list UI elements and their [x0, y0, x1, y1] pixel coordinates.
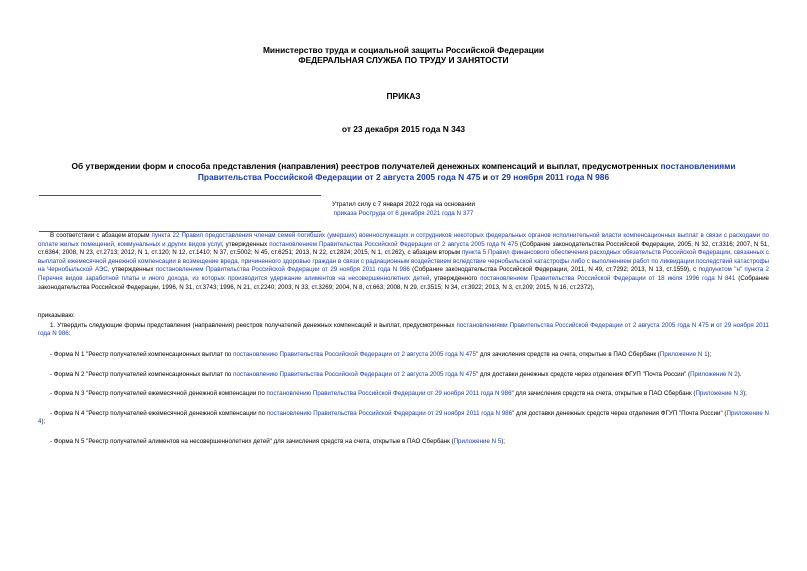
point-1-text-2: и — [708, 321, 717, 329]
lost-force-text: Утратил силу с 7 января 2022 года на основании — [331, 201, 476, 208]
subject-and: и — [480, 171, 491, 182]
form-1-text-1: - Форма N 1 "Реестр получателей компенсационных выплат по — [50, 350, 234, 358]
preamble-link-841[interactable]: постановлением Правительства Российской Федерации от 18 июля 1996 года N 841 — [480, 274, 736, 282]
order-word: приказываю: — [38, 312, 75, 320]
form-1-link-resolution[interactable]: постановлению Правительства Российской Федерации от 2 августа 2005 года N 475 — [233, 350, 476, 358]
lost-force-link[interactable]: приказа Роструда от 6 декабря 2021 года N 377 — [333, 210, 474, 217]
document-type: ПРИКАЗ — [386, 91, 421, 101]
point-1 — [38, 322, 769, 339]
form-3-text-1: - Форма N 3 "Реестр получателей ежемесячной денежной компенсации по — [50, 390, 267, 398]
form-4-link-resolution[interactable]: постановлению Правительства Российской Федерации от 29 ноября 2011 года N 986 — [266, 409, 513, 417]
form-2-text-3: ). — [737, 370, 742, 378]
preamble-text-2: , утвержденных — [221, 240, 270, 248]
separator-top — [39, 195, 321, 196]
point-1-text-3: : — [68, 330, 71, 338]
lost-force-note — [38, 200, 769, 218]
subject-link-resolutions[interactable]: постановлениями — [660, 161, 736, 171]
form-4-text-1: - Форма N 4 "Реестр получателей ежемесячной денежной компенсации по — [50, 409, 267, 417]
form-2-link-appendix[interactable]: Приложение N 2 — [690, 370, 738, 378]
form-1-text-2: " для зачисления средств на счета, открытые в ПАО Сбербанк ( — [475, 350, 660, 358]
preamble-link-list-2n[interactable]: подпунктом "н" пункта 2 Перечня видов заработной платы и иного дохода, из которых производится удержание алиментов на несовершеннолетних детей — [38, 266, 769, 282]
form-3-link-appendix[interactable]: Приложение N 3 — [695, 390, 744, 398]
form-item-2 — [38, 371, 769, 380]
form-4-text-3: ); — [41, 418, 46, 426]
preamble-text-1: В соответствии с абзацем вторым — [50, 232, 152, 239]
form-3-link-resolution[interactable]: постановлению Правительства Российской Федерации от 29 ноября 2011 года N 986 — [266, 390, 512, 398]
preamble-text-4: , утвержденных — [107, 266, 156, 274]
form-1-text-3: ); — [707, 350, 712, 358]
point-1-link-475[interactable]: постановлениями Правительства Российской Федерации от 2 августа 2005 года N 475 — [456, 321, 709, 329]
form-3-text-3: ); — [743, 390, 747, 398]
preamble-text-3: (Собрание законодательства Российской Федерации, 2005, N 32, ст.3316; 2007, N 51, ст.6364; 2008, N 23, ст.2713; 2012, N 1, ст.120; N 12, ст.1410; N 37, ст.5002; N 45, ст.6251; 2013, N 22, ст.2824; 2015, N 1, ст.262), с абзацем вторым — [38, 240, 769, 257]
preamble-paragraph — [38, 232, 769, 292]
point-1-text-1: 1. Утвердить следующие формы представления (направления) реестров получателей денежных компенсаций и выплат, предусмотренных — [50, 321, 457, 329]
subject-text: Об утверждении форм и способа представления (направления) реестров получателей денежных компенсаций и выплат, предусмотренных — [71, 161, 661, 171]
form-5-text-1: - Форма N 5 "Реестр получателей алиментов на несовершеннолетних детей" для зачисления средств на счета, открытые в ПАО Сбербанк ( — [50, 437, 454, 445]
document-date-number: от 23 декабря 2015 года N 343 — [341, 124, 466, 134]
preamble-text-6: , утвержденного — [429, 274, 481, 282]
form-3-text-2: " для зачисления средств на счета, открытые в ПАО Сбербанк ( — [511, 390, 696, 398]
form-item-3 — [38, 390, 769, 399]
form-item-4 — [38, 410, 769, 427]
preamble-link-rules-22[interactable]: пункта 22 Правил предоставления членам семей погибших (умерших) военнослужащих и сотрудников некоторых федеральных органов исполнительной власти компенсационных выплат в связи с расходами по оплате жилых помещений, коммунальных и других видов услуг — [38, 232, 769, 248]
ministry-name: Министерство труда и социальной защиты Российской Федерации — [262, 45, 545, 55]
form-5-text-3: ); — [501, 437, 506, 445]
form-2-text-2: " для доставки денежных средств через отделения ФГУП "Почта России" ( — [475, 370, 691, 378]
preamble-link-475[interactable]: постановлением Правительства Российской Федерации от 2 августа 2005 года N 475 — [269, 240, 518, 248]
subject-link-475[interactable]: Правительства Российской Федерации от 2 августа 2005 года N 475 — [197, 171, 481, 182]
form-2-link-resolution[interactable]: постановлению Правительства Российской Федерации от 2 августа 2005 года N 475 — [233, 370, 476, 378]
preamble-text-7: (Собрание законодательства Российской Федерации, 1996, N 31, ст.3743; 1996, N 21, ст.2240; 2003, N 33, ст.3269; 2004, N 8, ст.663; 2008, N 29, ст.3515; N 34, ст.3922; 2013, N 3, ст.209; 2015, N 16, ст.2372), — [38, 274, 769, 291]
form-item-1 — [38, 351, 769, 360]
form-4-link-appendix[interactable]: Приложение N 4 — [38, 409, 769, 426]
form-5-link-appendix[interactable]: Приложение N 5 — [453, 437, 502, 445]
preamble-text-5: (Собрание законодательства Российской Федерации, 2011, N 49, ст.7292; 2013, N 13, ст.1559), с — [409, 266, 699, 274]
form-item-5 — [38, 438, 769, 447]
subject-link-986[interactable]: от 29 ноября 2011 года N 986 — [490, 171, 610, 182]
point-1-link-986[interactable]: от 29 ноября 2011 года N 986 — [38, 321, 769, 338]
form-4-text-2: " для доставки денежных средств через отделения ФГУП "Почта России" ( — [512, 409, 727, 417]
form-1-link-appendix[interactable]: Приложение N 1 — [659, 350, 708, 358]
document-subject — [38, 161, 769, 182]
preamble-link-rules-5[interactable]: пункта 5 Правил финансового обеспечения расходных обязательств Российской Федерации, связанных с выплатой ежемесячной денежной компенсации в возмещение вреда, причиненного здоровью граждан в связи с радиационным воздействием вследствие чернобыльской катастрофы либо с выполнением работ по ликвидации последствий катастрофы на Чернобыльской АЭС — [38, 249, 769, 274]
service-name: ФЕДЕРАЛЬНАЯ СЛУЖБА ПО ТРУДУ И ЗАНЯТОСТИ — [298, 55, 509, 65]
preamble-link-986[interactable]: постановлением Правительства Российской Федерации от 29 ноября 2011 года N 986 — [155, 266, 410, 274]
form-2-text-1: - Форма N 2 "Реестр получателей компенсационных выплат по — [50, 370, 234, 378]
